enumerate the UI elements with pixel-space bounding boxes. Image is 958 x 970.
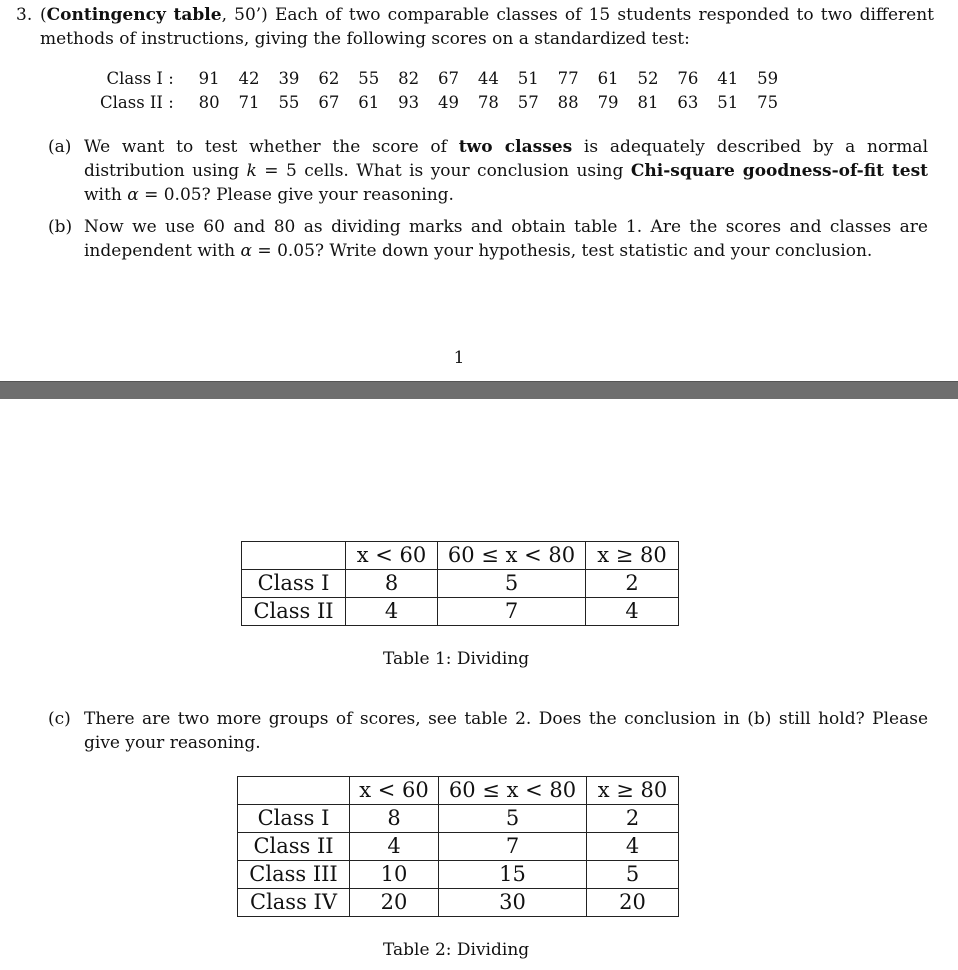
score-value: 67 [438,69,459,88]
table-header-cell [438,542,586,570]
score-value: 67 [318,93,340,112]
part-a-text [84,135,928,207]
score-value: 42 [238,69,260,88]
table-cell: 20 [587,889,679,917]
table-cell: 10 [350,861,439,889]
part-b-text [84,215,928,263]
score-value: 71 [238,93,260,112]
score-value: 81 [637,93,659,112]
score-value: 49 [438,93,459,112]
score-value: 51 [517,69,539,88]
table-header-cell [242,542,346,570]
table-2-header-row [238,777,679,805]
row-label: Class II [242,598,346,626]
part-a-text-2: is adequately described by a normal distribution using [84,137,928,181]
table-header-cell [439,777,587,805]
part-a-bold-2: Chi-square goodness-of-fit test [630,161,928,181]
table-row [238,833,679,861]
table-cell: 4 [346,598,438,626]
table-1-header-row [242,542,679,570]
score-value: 79 [597,93,619,112]
score-listing [100,67,778,115]
header-math: x ≥ 80 [597,778,668,802]
table-row [242,570,679,598]
score-value: 61 [358,93,380,112]
part-c [48,707,928,755]
table-1-caption: Table 1: Dividing [383,649,530,669]
score-value: 55 [278,93,300,112]
header-math: x ≥ 80 [597,543,667,567]
score-value: 76 [677,69,699,88]
table-row [238,889,679,917]
table-cell: 7 [439,833,587,861]
row-label: Class II [238,833,350,861]
part-a-text-3: = 5 cells. What is your conclusion using [256,161,631,181]
header-math: 60 ≤ x < 80 [447,543,576,567]
class2-scores-row [100,91,778,115]
header-math: x < 60 [356,543,427,567]
score-value: 39 [278,69,300,88]
table-row [238,861,679,889]
table-cell: 4 [587,833,679,861]
score-value: 80 [198,93,220,112]
part-a-text-5: = 0.05? Please give your reasoning. [138,185,454,205]
table-header-cell [238,777,350,805]
table-header-cell [587,777,679,805]
question-open-paren: ( [40,5,47,25]
score-value: 78 [477,93,499,112]
table-row [242,598,679,626]
score-value: 91 [198,69,220,88]
table-row [238,805,679,833]
score-value: 52 [637,69,659,88]
table-cell: 20 [350,889,439,917]
question-title: Contingency table [46,5,222,25]
class1-scores-row [100,67,778,91]
score-value: 57 [517,93,539,112]
question-text [40,3,934,51]
part-b-alpha-symbol: α [240,241,253,261]
table-1 [241,541,679,626]
score-table [100,67,778,115]
row-label: Class I [238,805,350,833]
part-a-alpha-symbol: α [127,185,139,205]
question-heading [16,3,934,51]
part-a-text-1: We want to test whether the score of [84,137,459,157]
part-c-text: There are two more groups of scores, see table 2. Does the conclusion in (b) still hold? Please give your reasoning. [84,709,928,753]
class1-scores-label: Class I : [106,69,174,88]
table-cell: 5 [439,805,587,833]
page-break-divider [0,381,958,399]
part-b-label: (b) [48,217,73,237]
part-a-bold-1: two classes [458,137,573,157]
table-cell: 4 [586,598,679,626]
table-cell: 7 [438,598,586,626]
table-cell: 8 [350,805,439,833]
part-b-text-1: Now we use 60 and 80 as dividing marks and obtain table 1. Are the scores and classes are independent with [84,217,928,261]
header-math: 60 ≤ x < 80 [448,778,577,802]
question-number: 3. [16,5,33,25]
table-header-cell [350,777,439,805]
table-cell: 8 [346,570,438,598]
score-value: 44 [477,69,499,88]
score-value: 61 [597,69,619,88]
score-value: 59 [757,69,779,88]
score-value: 77 [557,69,579,88]
header-math: x < 60 [359,778,429,802]
score-value: 88 [557,93,579,112]
part-a [48,135,928,207]
row-label: Class IV [238,889,350,917]
table-cell: 2 [587,805,679,833]
part-a-label: (a) [48,137,72,157]
question-description: , 50’) Each of two comparable classes of 15 students responded to two different methods of instructions, giving the following scores on a standardized test: [40,5,934,49]
table-cell: 30 [439,889,587,917]
table-header-cell [346,542,438,570]
class2-scores-label: Class II : [100,93,174,112]
row-label: Class I [242,570,346,598]
part-b-text-2: = 0.05? Write down your hypothesis, test statistic and your conclusion. [252,241,873,261]
table-cell: 5 [438,570,586,598]
score-value: 93 [398,93,420,112]
table-cell: 15 [439,861,587,889]
table-cell: 2 [586,570,679,598]
part-c-label: (c) [48,709,71,729]
part-a-k-variable: k [246,161,257,181]
table-header-cell [586,542,679,570]
row-label: Class III [238,861,350,889]
table-2 [237,776,679,917]
table-cell: 4 [350,833,439,861]
score-value: 63 [677,93,699,112]
score-value: 75 [757,93,779,112]
part-b [48,215,928,263]
score-value: 62 [318,69,340,88]
part-a-text-4: with [84,185,128,205]
score-value: 41 [717,69,739,88]
score-value: 51 [717,93,739,112]
score-value: 82 [398,69,420,88]
table-cell: 5 [587,861,679,889]
page-number: 1 [453,348,465,368]
score-value: 55 [358,69,380,88]
table-2-caption: Table 2: Dividing [383,940,530,960]
